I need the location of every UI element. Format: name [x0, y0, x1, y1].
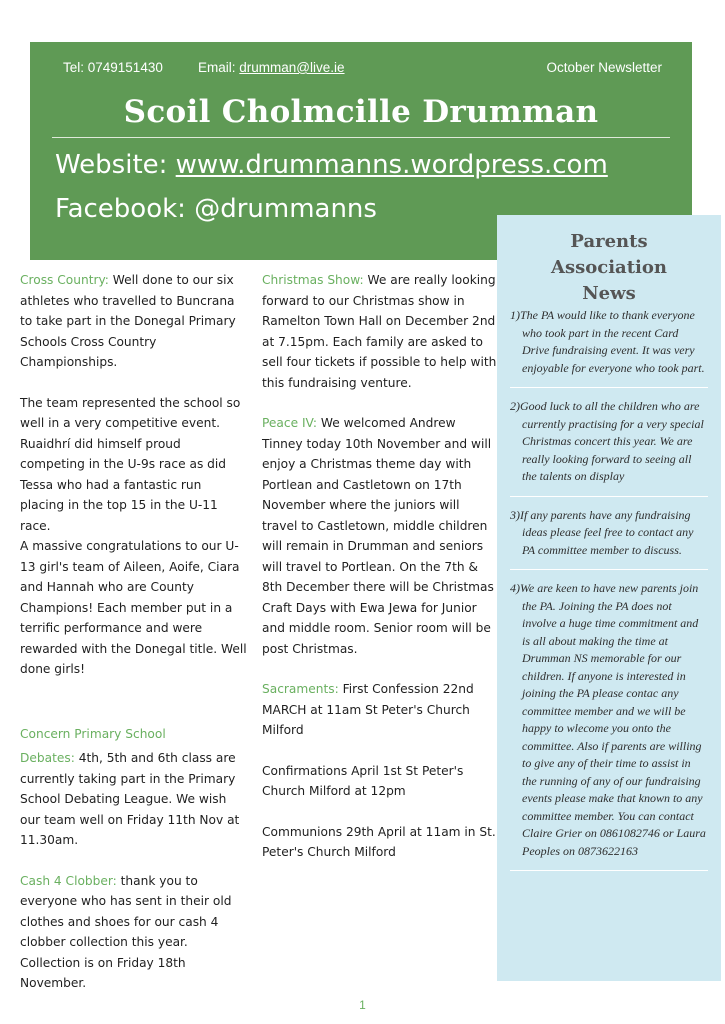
pa-news-item: 3)If any parents have any fundraising ideas please feel free to contact any PA committee member to discuss. — [510, 507, 708, 571]
website-link[interactable]: www.drummanns.wordpress.com — [175, 150, 608, 180]
pa-news-item: 4)We are keen to have new parents join the PA. Joining the PA does not involve a huge time commitment and is all about making the time at Drumman NS memorable for our children. If anyone is interested in joining the PA please contac any committee member and we will be happy to wlecome you onto the committee. Also if parents are willing to give any of their time to assist in the running of any of our fundraising events please make that known to any committee member. You can contact Claire Grier on 0861082746 or Laura Peoples on 0873622163 — [510, 580, 708, 871]
concern-debates-section — [20, 724, 248, 851]
parents-association-panel — [497, 215, 721, 981]
sacraments-heading: Sacraments: — [262, 682, 339, 696]
website-label: Website: — [55, 150, 168, 180]
website-line — [55, 150, 608, 180]
pa-news-item: 1)The PA would like to thank everyone who took part in the recent Card Drive fundraising event. It was very enjoyable for everyone who took part. — [510, 307, 708, 388]
communions-paragraph: Communions 29th April at 11am in St. Peter's Church Milford — [262, 824, 496, 859]
concern-heading-line1: Concern Primary School — [20, 726, 166, 741]
cross-country-section — [20, 270, 248, 373]
cash-clobber-section — [20, 871, 248, 994]
email-label: Email: — [198, 60, 236, 75]
newsletter-month: October Newsletter — [546, 60, 662, 75]
peace-iv-text: We welcomed Andrew Tinney today 10th November and will enjoy a Christmas theme day with Portlean and Castletown on 17th November where the juniors will travel to Castletown, middle children will remain in Drumman and seniors will travel to Portlean. On the 7th & 8th December there will be Christmas Craft Days with Ewa Jewa for Junior and middle room. Senior room will be post Christmas. — [262, 416, 494, 656]
christmas-show-heading: Christmas Show: — [262, 273, 364, 287]
cash-clobber-text: thank you to everyone who has sent in their old clothes and shoes for our cash 4 clobber collection this year. Collection is on Friday 18th November. — [20, 873, 232, 990]
school-title: Scoil Cholmcille Drumman — [123, 94, 599, 130]
left-column — [20, 270, 248, 1014]
cash-clobber-heading: Cash 4 Clobber: — [20, 873, 117, 888]
cross-country-text: Well done to our six athletes who travelled to Buncrana to take part in the Donegal Primary Schools Cross Country Championships. — [20, 273, 236, 369]
pa-title — [497, 229, 721, 307]
email-line — [198, 60, 345, 75]
facebook-handle: Facebook: @drummanns — [55, 194, 377, 224]
cross-country-heading: Cross Country: — [20, 273, 109, 287]
email-link[interactable]: drumman@live.ie — [239, 60, 345, 75]
concern-heading-line2: Debates: — [20, 751, 75, 765]
congratulations-paragraph: A massive congratulations to our U-13 girl's team of Aileen, Aoife, Ciara and Hannah who are County Champions! Each member put in a terrific performance and were rewarded with the Donegal title. Well done girls! — [20, 539, 247, 676]
header-divider — [52, 137, 670, 138]
christmas-show-section — [262, 270, 498, 393]
concern-debates-text: 4th, 5th and 6th class are currently taking part in the Primary School Debating League. We wish our team well on Friday 11th Nov at 11.30am. — [20, 751, 240, 847]
sacraments-text: First Confession 22nd MARCH at 11am St Peter's Church Milford — [262, 682, 474, 737]
team-paragraph: The team represented the school so well in a very competitive event. — [20, 395, 241, 430]
ruaidhri-paragraph: Ruaidhrí did himself proud competing in the U-9s race as did Tessa who had a fantastic run placing in the top 15 in the U-11 race. — [20, 436, 227, 533]
pa-news-item: 2)Good luck to all the children who are currently practising for a very special Christmas concert this year. We are really looking forward to seeing all the talents on display — [510, 398, 708, 497]
confirmations-paragraph: Confirmations April 1st St Peter's Church Milford at 12pm — [262, 763, 464, 798]
telephone-number: Tel: 0749151430 — [63, 60, 163, 75]
pa-news-list — [510, 307, 708, 881]
sacraments-section — [262, 679, 498, 741]
page-number: 1 — [359, 998, 366, 1012]
peace-iv-heading: Peace IV: — [262, 416, 317, 430]
peace-iv-section — [262, 413, 498, 659]
christmas-show-text: We are really looking forward to our Christmas show in Ramelton Town Hall on December 2nd at 7.15pm. Each family are asked to sell four tickets if possible to help with this fundraising venture. — [262, 273, 497, 390]
middle-column — [262, 270, 498, 883]
pa-title-text: Parents Association News — [551, 231, 667, 304]
contact-bar — [63, 60, 662, 78]
